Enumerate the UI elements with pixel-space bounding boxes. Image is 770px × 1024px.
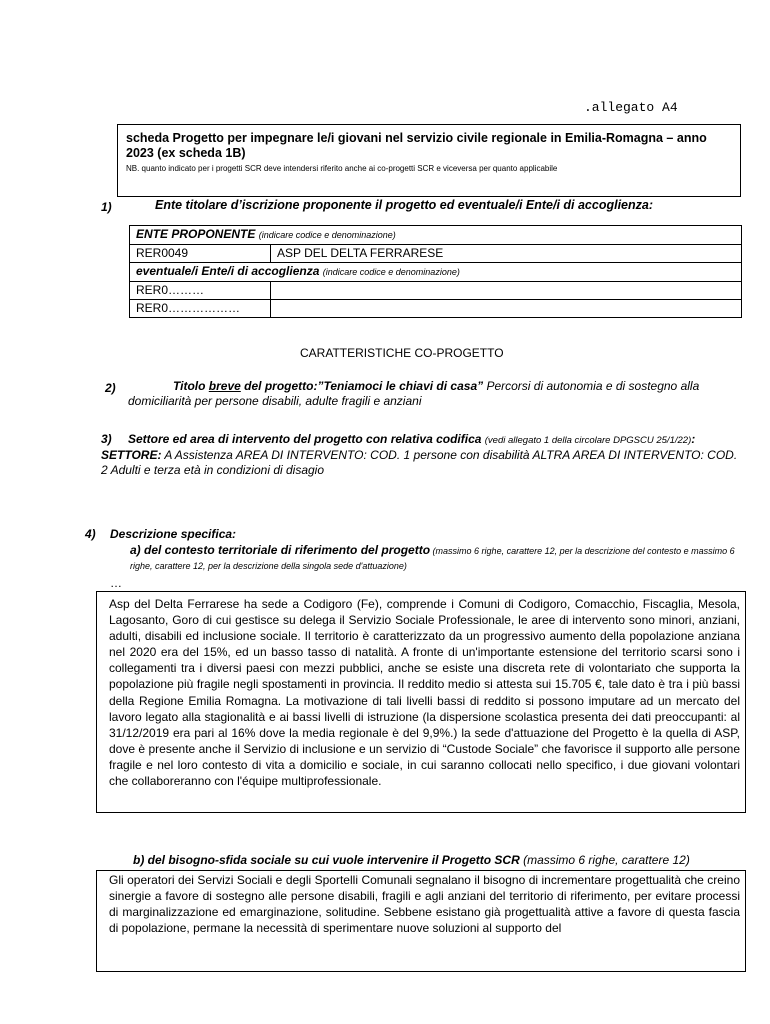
section-3-hint: (vedi allegato 1 della circolare DPGSCU 25/1/22) (484, 435, 692, 446)
section-2-number: 2) (105, 381, 116, 395)
accoglienza-hint: (indicare codice e denominazione) (322, 267, 460, 277)
caratteristiche-heading: CARATTERISTICHE CO-PROGETTO (300, 346, 504, 360)
accoglienza-code-cell: RER0……………… (130, 300, 271, 318)
section-1-number: 1) (101, 200, 112, 214)
section-2-label-pre: Titolo (173, 379, 209, 393)
proponente-label: ENTE PROPONENTE (136, 227, 256, 241)
table-row (130, 282, 742, 300)
section-3-title: Settore ed area di intervento del progetto con relativa codifica (128, 432, 482, 446)
section-3-number: 3) (101, 432, 112, 446)
proponente-name-cell: ASP DEL DELTA FERRARESE (271, 245, 742, 263)
accoglienza-label: eventuale/i Ente/i di accoglienza (136, 264, 320, 278)
table-row (130, 245, 742, 263)
section-4b-label: b) del bisogno-sfida sociale su cui vuole intervenire il Progetto SCR (133, 853, 520, 867)
table-row (130, 226, 742, 245)
section-3-body (101, 432, 746, 478)
proponente-hint: (indicare codice e denominazione) (258, 230, 396, 240)
section-4a-hint: (massimo 6 righe, carattere 12, per la descrizione del contesto e massimo 6 righe, carattere 12, per la descrizione della singola sede d'attuazione) (130, 546, 735, 571)
section-3-colon: : (691, 432, 696, 446)
section-2-label-post: del progetto: (240, 379, 318, 393)
section-4-title: Descrizione specifica: (110, 527, 237, 541)
project-title: ”Teniamoci le chiavi di casa” (317, 379, 484, 393)
section-2-label-breve: breve (208, 379, 241, 393)
settore-label: SETTORE: (101, 448, 162, 462)
accoglienza-header-cell (130, 263, 742, 282)
header-box (117, 124, 741, 197)
accoglienza-name-cell (271, 282, 742, 300)
section-1-title: Ente titolare d’iscrizione proponente il progetto ed eventuale/i Ente/i di accoglienza: (155, 198, 653, 212)
proponente-header-cell (130, 226, 742, 245)
ellipsis: … (110, 576, 122, 590)
table-row (130, 300, 742, 318)
project-subtitle: Percorsi di autonomia e di sostegno alla domiciliarità per persone disabili, adulte fragili e anziani (128, 379, 700, 408)
allegato-label: .allegato A4 (584, 100, 678, 115)
accoglienza-name-cell (271, 300, 742, 318)
section-4a-label: a) del contesto territoriale di riferimento del progetto (130, 543, 431, 557)
section-4b-hint: (massimo 6 righe, carattere 12) (519, 853, 690, 867)
settore-text: A Assistenza AREA DI INTERVENTO: COD. 1 persone con disabilità ALTRA AREA DI INTERVENTO: COD. 2 Adulti e terza età in condizioni di disagio (101, 448, 738, 477)
section-2-body (128, 379, 748, 409)
section-4b-heading (133, 853, 690, 867)
section-4a-heading (130, 543, 745, 573)
document-title: scheda Progetto per impegnare le/i giovani nel servizio civile regionale in Emilia-Romagna – anno 2023 (ex scheda 1B) (126, 131, 707, 160)
accoglienza-code-cell: RER0……… (130, 282, 271, 300)
table-row (130, 263, 742, 282)
header-note: NB. quanto indicato per i progetti SCR deve intendersi riferito anche ai co-progetti SCR e viceversa per quanto applicabile (126, 164, 558, 173)
ente-table (129, 225, 742, 318)
section-4-number: 4) (85, 527, 96, 541)
need-description-box: Gli operatori dei Servizi Sociali e degli Sportelli Comunali segnalano il bisogno di incrementare progettualità che creino sinergie a favore di sostegno alle persone disabili, fragili e agli anziani del territorio di riferimento, per evitare processi di marginalizzazione ed emarginazione, solitudine. Sebbene esistano già progettualità attive a favore di questa fascia di popolazione, permane la necessità di sperimentare nuove soluzioni al supporto del (96, 870, 746, 972)
context-description-box: Asp del Delta Ferrarese ha sede a Codigoro (Fe), comprende i Comuni di Codigoro, Comacchio, Fiscaglia, Mesola, Lagosanto, Goro di cui gestisce su delega il Servizio Sociale Professionale, le aree di intervento sono minori, anziani, adulti, disabili ed inclusione sociale. Il territorio è caratterizzato da un progressivo aumento della popolazione anziana nel 2020 era del 15%, ed un basso tasso di natalità. A fronte di un'importante estensione del territorio scarsi sono i collegamenti tra i diversi paesi con mezzi pubblici, anche se esiste una discreta rete di volontariato che supporta la popolazione più fragile negli spostamenti in provincia. Il reddito medio si attesta sui 15.705 €, tale dato è tra i più bassi della Regione Emilia Romagna. La motivazione di tali livelli bassi di reddito si possono imputare ad un mercato del lavoro legato alla stagionalità e ai bassi livelli di istruzione (la dispersione scolastica presenta dei dati preoccupanti: al 31/12/2019 era pari al 16% dove la media regionale è del 9,9%.) la sede d'attuazione del Progetto è la quella di ASP, dove è presente anche il Servizio di inclusione e un servizio di “Custode Sociale” che favorisce il supporto alle persone fragile e nel loro contesto di vita a domicilio e sociale, in cui saranno collocati nello specifico, i due giovani volontari che collaboreranno con l'équipe multiprofessionale. (96, 591, 746, 813)
proponente-code-cell: RER0049 (130, 245, 271, 263)
